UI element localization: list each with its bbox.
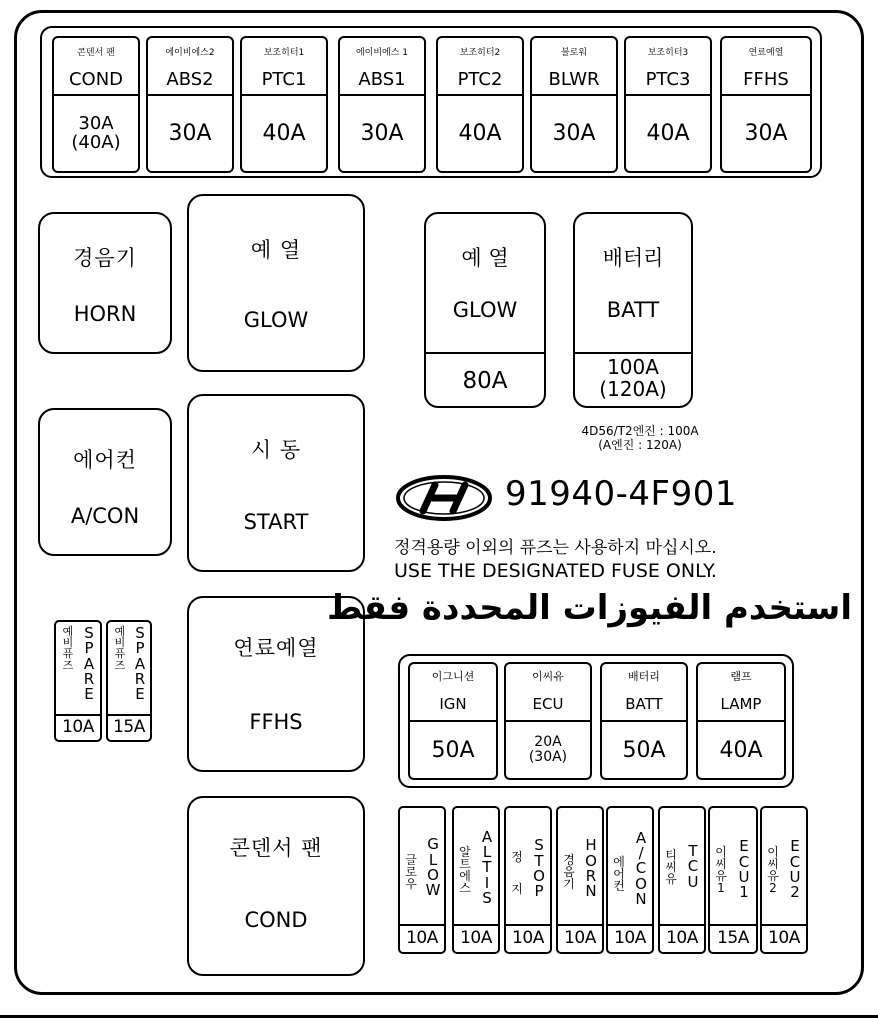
- relay-glow[interactable]: [187, 194, 365, 372]
- mini-fuse-korean-label: 글 로 우: [405, 852, 417, 892]
- mini-fuse-ecu2[interactable]: [760, 806, 808, 954]
- fuse-code: IGN: [410, 690, 496, 722]
- fuse-code: ABS2: [148, 68, 232, 96]
- mini-fuse-altis[interactable]: [452, 806, 500, 954]
- fuse-code: LAMP: [698, 690, 784, 722]
- fuse-korean-label: 에이비에스2: [165, 48, 215, 58]
- mini-fuse-korean-label: 알 트 에 스: [459, 844, 471, 896]
- fuse-ecu[interactable]: [504, 662, 592, 780]
- relay-korean-label: 콘덴서 팬: [229, 836, 323, 860]
- fuse-korean-label: 배터리: [628, 670, 660, 683]
- big-fuse-glow[interactable]: [424, 212, 546, 408]
- fuse-korean-label: 이씨유: [532, 670, 564, 683]
- fuse-code: ABS1: [340, 68, 424, 96]
- fuse-lamp[interactable]: [696, 662, 786, 780]
- relay-english-label: START: [243, 510, 309, 534]
- warning-arabic: استخدم الفيوزات المحددة فقط: [326, 588, 852, 628]
- mini-fuse-korean-label: 에 어 컨: [613, 854, 625, 894]
- fuse-amperage: 40A: [646, 121, 690, 146]
- fuse-amperage: 30A: [168, 121, 212, 146]
- fuse-korean-label: 램프: [730, 670, 752, 683]
- fuse-amperage: 40A: [262, 121, 306, 146]
- fuse-korean-label: 이그니션: [431, 670, 475, 683]
- spare-amperage: 10A: [56, 714, 100, 740]
- fuse-ptc2[interactable]: [436, 36, 524, 173]
- big-fuse-english-label: GLOW: [452, 298, 518, 322]
- fuse-korean-label: 콘덴서 팬: [77, 48, 115, 58]
- mini-fuse-glow[interactable]: [398, 806, 446, 954]
- mini-fuse-amperage: 10A: [608, 924, 652, 952]
- mini-fuse-amperage: 10A: [506, 924, 550, 952]
- mini-fuse-amperage: 10A: [454, 924, 498, 952]
- relay-english-label: FFHS: [249, 710, 303, 734]
- hyundai-logo-icon: [395, 474, 493, 522]
- mini-fuse-english-label: G L O W: [425, 835, 441, 900]
- big-fuse-batt[interactable]: [573, 212, 693, 408]
- fuse-korean-label: 보조히터2: [459, 48, 501, 58]
- fuse-amperage: 30A: [552, 121, 596, 146]
- fuse-korean-label: 블로워: [560, 48, 588, 58]
- big-fuse-english-label: BATT: [606, 298, 660, 322]
- fuse-cond[interactable]: [52, 36, 140, 173]
- fuse-amperage: 30A (40A): [71, 112, 121, 153]
- fuse-korean-label: 보조히터3: [647, 48, 689, 58]
- fuse-code: PTC3: [626, 68, 710, 96]
- fuse-korean-label: 에이비에스 1: [355, 48, 409, 58]
- mini-fuse-ecu1[interactable]: [708, 806, 758, 954]
- spare-fuse-15a[interactable]: [106, 620, 152, 742]
- fuse-batt[interactable]: [600, 662, 688, 780]
- mini-fuse-korean-label: 경 음 기: [563, 852, 575, 892]
- mini-fuse-amperage: 10A: [660, 924, 704, 952]
- fuse-code: FFHS: [722, 68, 810, 96]
- big-fuse-korean-label: 예 열: [461, 246, 509, 270]
- relay-korean-label: 에어컨: [73, 448, 137, 472]
- mini-fuse-acon[interactable]: [606, 806, 654, 954]
- engine-note: 4D56/T2엔진 : 100A (A엔진 : 120A): [581, 424, 699, 452]
- relay-korean-label: 경음기: [73, 246, 137, 270]
- fuse-ptc1[interactable]: [240, 36, 328, 173]
- relay-acon[interactable]: [38, 408, 172, 556]
- relay-english-label: A/CON: [70, 504, 140, 528]
- mini-fuse-amperage: 10A: [558, 924, 602, 952]
- mini-fuse-english-label: S T O P: [533, 836, 545, 901]
- fuse-blwr[interactable]: [530, 36, 618, 173]
- fuse-amperage: 40A: [719, 737, 763, 763]
- relay-start[interactable]: [187, 394, 365, 572]
- bottom-rule: [0, 1015, 878, 1018]
- relay-cond[interactable]: [187, 796, 365, 976]
- relay-english-label: COND: [244, 908, 308, 932]
- mini-fuse-tcu[interactable]: [658, 806, 706, 954]
- mini-fuse-horn[interactable]: [556, 806, 604, 954]
- fuse-amperage: 30A: [744, 121, 788, 146]
- part-number: 91940-4F901: [505, 474, 738, 514]
- mini-fuse-english-label: T C U: [687, 842, 699, 891]
- mini-fuse-korean-label: 이 씨 유 2: [767, 844, 779, 896]
- fuse-code: BLWR: [532, 68, 616, 96]
- fuse-code: COND: [54, 68, 138, 96]
- fuse-code: ECU: [506, 690, 590, 722]
- big-fuse-divider: [575, 352, 691, 354]
- fuse-korean-label: 보조히터1: [263, 48, 305, 58]
- fuse-abs1[interactable]: [338, 36, 426, 173]
- mini-fuse-korean-label: 정 지: [511, 849, 523, 896]
- fuse-code: PTC2: [438, 68, 522, 96]
- mini-fuse-korean-label: 티 씨 유: [665, 847, 677, 887]
- spare-korean-label: 예 비 퓨 즈: [114, 625, 126, 672]
- relay-korean-label: 시 동: [250, 438, 302, 462]
- fuse-ign[interactable]: [408, 662, 498, 780]
- relay-english-label: HORN: [73, 302, 137, 326]
- fuse-code: BATT: [602, 690, 686, 722]
- spare-korean-label: 예 비 퓨 즈: [62, 625, 74, 672]
- relay-korean-label: 예 열: [250, 238, 302, 262]
- spare-fuse-10a[interactable]: [54, 620, 102, 742]
- fuse-amperage: 50A: [431, 737, 475, 763]
- mini-fuse-english-label: H O R N: [585, 836, 597, 901]
- relay-english-label: GLOW: [243, 308, 309, 332]
- mini-fuse-english-label: E C U 2: [789, 837, 801, 902]
- big-fuse-amperage: 80A: [462, 368, 508, 394]
- warning-english: USE THE DESIGNATED FUSE ONLY.: [394, 560, 717, 582]
- spare-english-label: S P A R E: [83, 624, 95, 704]
- fuse-amperage: 30A: [360, 121, 404, 146]
- mini-fuse-english-label: A / C O N: [635, 828, 647, 908]
- mini-fuse-stop[interactable]: [504, 806, 552, 954]
- big-fuse-amperage: 100A (120A): [599, 355, 667, 401]
- mini-fuse-amperage: 10A: [400, 924, 444, 952]
- mini-fuse-amperage: 15A: [710, 924, 756, 952]
- warning-korean: 정격용량 이외의 퓨즈는 사용하지 마십시오.: [394, 538, 717, 558]
- mini-fuse-korean-label: 이 씨 유 1: [715, 844, 727, 896]
- fuse-amperage: 20A (30A): [528, 734, 568, 765]
- mini-fuse-english-label: E C U 1: [738, 837, 750, 902]
- fuse-ffhs[interactable]: [720, 36, 812, 173]
- big-fuse-korean-label: 배터리: [602, 246, 664, 270]
- fuse-korean-label: 연료예열: [748, 48, 784, 58]
- fuse-amperage: 50A: [622, 737, 666, 763]
- fuse-abs2[interactable]: [146, 36, 234, 173]
- relay-horn[interactable]: [38, 212, 172, 354]
- relay-korean-label: 연료예열: [233, 636, 319, 660]
- mini-fuse-amperage: 10A: [762, 924, 806, 952]
- fuse-amperage: 40A: [458, 121, 502, 146]
- mini-fuse-english-label: A L T I S: [481, 827, 493, 907]
- fuse-ptc3[interactable]: [624, 36, 712, 173]
- spare-english-label: S P A R E: [134, 624, 146, 704]
- fuse-code: PTC1: [242, 68, 326, 96]
- big-fuse-divider: [426, 352, 544, 354]
- spare-amperage: 15A: [108, 714, 150, 740]
